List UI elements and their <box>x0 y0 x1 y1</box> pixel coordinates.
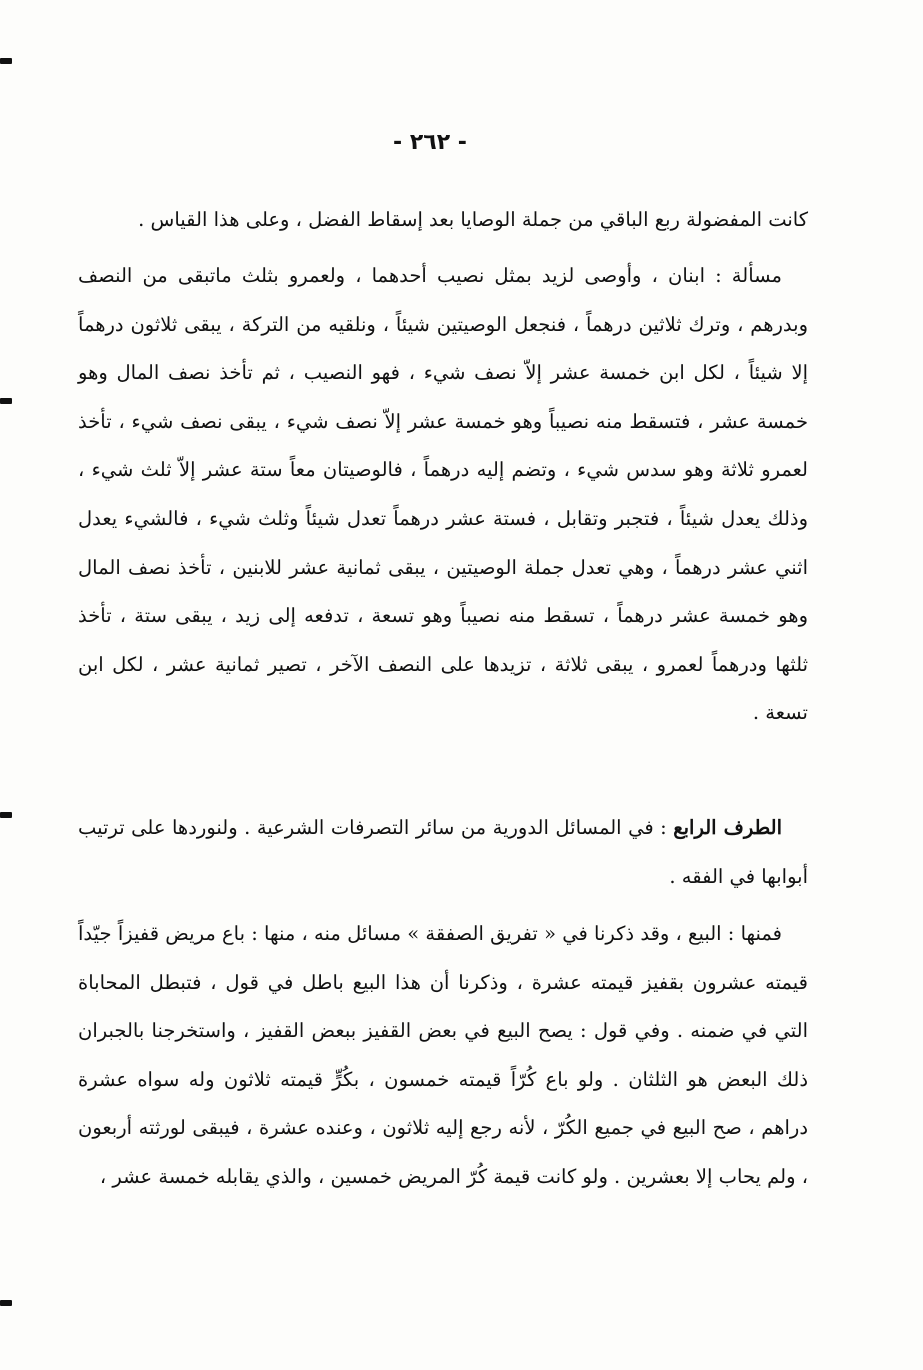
paragraph-text: كانت المفضولة ربع الباقي من جملة الوصايا بعد إسقاط الفضل ، وعلى هذا القياس . <box>138 208 808 231</box>
section-paragraph <box>78 804 808 901</box>
paragraph-problem <box>78 252 808 738</box>
page-number: - ٢٦٢ - <box>393 130 467 155</box>
scan-edge-mark <box>0 58 12 64</box>
scan-edge-mark <box>0 812 12 818</box>
scan-edge-mark <box>0 1300 12 1306</box>
paragraph-section-heading <box>78 804 808 901</box>
paragraph-text: فمنها : البيع ، وقد ذكرنا في « تفريق الصفقة » مسائل منه ، منها : باع مريض قفيزاً جيّداً قيمته عشرون بقفيز قيمته عشرة ، وذكرنا أن هذا البيع باطل في قول ، فتبطل المحاباة التي في ضمنه . وفي قول : يصح البيع في بعض القفيز ببعض القفيز ، واستخرجنا بالجبران ذلك البعض هو الثلثان . ولو باع كُرّاً قيمته خمسون ، بكُرٍّ قيمته ثلاثون وله سواه عشرة دراهم ، صح البيع في جميع الكُرّ ، لأنه رجع إليه ثلاثون ، وعنده عشرة ، فيبقى لورثته أربعون ، ولم يحاب إلا بعشرين . ولو كانت قيمة كُرّ المريض خمسين ، والذي يقابله خمسة عشر ، <box>78 922 808 1188</box>
paragraph-sale <box>78 910 808 1202</box>
paragraph-text: مسألة : ابنان ، وأوصى لزيد بمثل نصيب أحدهما ، ولعمرو بثلث ماتبقى من النصف وبدرهم ، وترك ثلاثين درهماً ، فنجعل الوصيتين شيئاً ، ونلقيه من التركة ، يبقى ثلاثون درهماً إلا شيئاً ، لكل ابن خمسة عشر إلاّ نصف شيء ، فهو النصيب ، ثم تأخذ نصف المال وهو خمسة عشر ، فتسقط منه نصيباً وهو خمسة عشر إلاّ نصف شيء ، يبقى نصف شيء ، تأخذ لعمرو ثلاثة وهو سدس شيء ، وتضم إليه درهماً ، فالوصيتان معاً ستة عشر إلاّ ثلث شيء ، وذلك يعدل شيئاً ، فتجبر وتقابل ، فستة عشر درهماً تعدل شيئاً وثلث شيء ، فالشيء يعدل اثني عشر درهماً ، وهي تعدل جملة الوصيتين ، يبقى ثمانية عشر للابنين ، تأخذ نصف المال وهو خمسة عشر درهماً ، تسقط منه نصيباً وهو تسعة ، تدفعه إلى زيد ، يبقى ستة ، تأخذ ثلثها ودرهماً لعمرو ، يبقى ثلاثة ، تزيدها على النصف الآخر ، تصير ثمانية عشر ، لكل ابن تسعة . <box>78 264 808 725</box>
paragraph-intro <box>78 196 808 245</box>
section-heading: الطرف الرابع <box>673 816 782 839</box>
scan-edge-mark <box>0 398 12 404</box>
section-text: : في المسائل الدورية من سائر التصرفات الشرعية . ولنوردها على ترتيب أبوابها في الفقه . <box>78 816 808 888</box>
